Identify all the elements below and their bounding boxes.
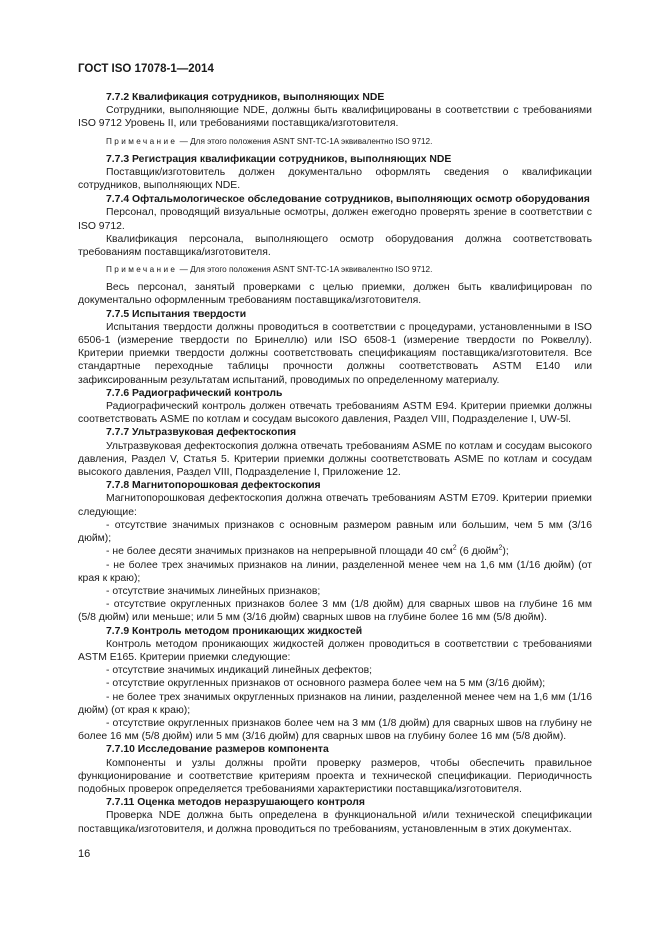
list-item: - не более трех значимых признаков на линии, разделенной менее чем на 1,6 мм (1/16 дюйм) (от края к краю); (78, 559, 592, 584)
list-item-text: (6 дюйм (456, 546, 499, 558)
note-text: — Для этого положения ASNT SNT-TC-1A эквивалентно ISO 9712. (177, 265, 433, 275)
paragraph: Радиографический контроль должен отвечать требованиям ASTM E94. Критерии приемки должны соответствовать ASME по котлам и сосудам высокого давления, Раздел VIII, Подразделение I, UW-5l. (78, 401, 592, 426)
heading-7-7-3: 7.7.3 Регистрация квалификации сотрудников, выполняющих NDE (106, 153, 452, 165)
heading-7-7-6: 7.7.6 Радиографический контроль (106, 387, 283, 399)
superscript: 2 (498, 544, 503, 552)
list-item: - отсутствие значимых признаков с основным размером равным или большим, чем 5 мм (3/16 дюйм); (78, 519, 592, 545)
list-item (78, 545, 592, 558)
list-item: - отсутствие округленных признаков от основного размера более чем на 5 мм (3/16 дюйм); (106, 678, 546, 690)
document-body (78, 91, 592, 836)
paragraph: Поставщик/изготовитель должен документально оформлять сведения о квалификации сотрудников, выполняющих NDE. (78, 166, 592, 192)
superscript: 2 (452, 544, 457, 552)
paragraph: Ультразвуковая дефектоскопия должна отвечать требованиям ASME по котлам и сосудам высокого давления, Раздел V, Статья 5. Критерии приемки должны соответствовать ASME по котлам и сосудам высокого давления, Раздел VIII, Подразделение I, Приложение 12. (78, 440, 592, 479)
heading-7-7-2: 7.7.2 Квалификация сотрудников, выполняющих NDE (106, 92, 385, 103)
heading-7-7-5: 7.7.5 Испытания твердости (106, 308, 247, 320)
note-text: — Для этого положения ASNT SNT-TC-1A эквивалентно ISO 9712. (177, 136, 433, 146)
paragraph: Проверка NDE должна быть определена в функциональной и/или технической спецификации поставщика/изготовителя, и должна проводиться по требованиям, установленным в этих документах. (78, 810, 592, 835)
note (78, 136, 592, 147)
heading-7-7-10: 7.7.10 Исследование размеров компонента (106, 744, 329, 756)
note-label: Примечание (106, 265, 178, 275)
paragraph: Весь персонал, занятый проверками с целью приемки, должен быть квалифицирован по документально оформленным требованиям поставщика/изготовителя. (78, 282, 592, 307)
list-item-text: ); (502, 546, 509, 558)
heading-7-7-7: 7.7.7 Ультразвуковая дефектоскопия (106, 427, 297, 439)
paragraph: Магнитопорошковая дефектоскопия должна отвечать требованиям ASTM E709. Критерии приемки следующие: (78, 493, 592, 518)
page-number: 16 (78, 848, 91, 860)
list-item-text: - не более десяти значимых признаков на непрерывной площади 40 см (106, 546, 453, 558)
list-item: - отсутствие округленных признаков более чем на 3 мм (1/8 дюйм) для сварных швов на глубину не более 16 мм (5/8 дюйм) или 5 мм (3/16 дюйм) для сварных швов на глубину более 16 мм (5/8 дюйм). (78, 717, 592, 743)
list-item: - отсутствие значимых линейных признаков; (106, 585, 321, 597)
paragraph: Компоненты и узлы должны пройти проверку размеров, чтобы обеспечить правильное функционирование и соответствие критериям проекта и технической спецификации. Периодичность подобных проверок определяется требованиями характеристики поставщика/изготовителя. (78, 757, 592, 795)
paragraph: Испытания твердости должны проводиться в соответствии с процедурами, установленными в ISO 6506-1 (измерение твердости по Бринеллю) или ISO 6508-1 (измерение твердости по Роквеллу). Критерии приемки твердости должны соответствовать спецификациям поставщика/изготовителя. Все стандартные переходные таблицы прочности должны соответствовать ASTM E140 или зафиксированным результатам испытаний, проводимых по определенному материалу. (78, 321, 592, 386)
paragraph: Сотрудники, выполняющие NDE, должны быть квалифицированы в соответствии с требованиями ISO 9712 Уровень II, или требованиями поставщика/изготовителя. (78, 105, 592, 130)
heading-7-7-8: 7.7.8 Магнитопорошковая дефектоскопия (106, 480, 321, 492)
document-header: ГОСТ ISO 17078-1—2014 (78, 63, 214, 75)
heading-7-7-4: 7.7.4 Офтальмологическое обследование сотрудников, выполняющих осмотр оборудования (106, 194, 590, 206)
heading-7-7-9: 7.7.9 Контроль методом проникающих жидкостей (106, 625, 363, 637)
list-item: - не более трех значимых округленных признаков на линии, разделенной менее чем на 1,6 мм (1/16 дюйм) (от края к краю); (78, 691, 592, 716)
paragraph: Контроль методом проникающих жидкостей должен проводиться в соответствии с требованиями ASTM E165. Критерии приемки следующие: (78, 638, 592, 663)
list-item: - отсутствие значимых индикаций линейных дефектов; (106, 665, 373, 677)
list-item: - отсутствие округленных признаков более 3 мм (1/8 дюйм) для сварных швов на глубине 16 мм (5/8 дюйм) или меньше; или 5 мм (3/16 дюйм) сварных швов на глубине более 16 мм (5/8 дюйм). (78, 599, 592, 624)
note-label: Примечание (106, 136, 178, 146)
paragraph: Квалификация персонала, выполняющего осмотр оборудования должна соответствовать требованиям поставщика/изготовителя. (78, 233, 592, 259)
note (78, 264, 592, 275)
heading-7-7-11: 7.7.11 Оценка методов неразрушающего контроля (106, 797, 365, 809)
paragraph: Персонал, проводящий визуальные осмотры, должен ежегодно проверять зрение в соответствии с ISO 9712. (78, 207, 592, 232)
